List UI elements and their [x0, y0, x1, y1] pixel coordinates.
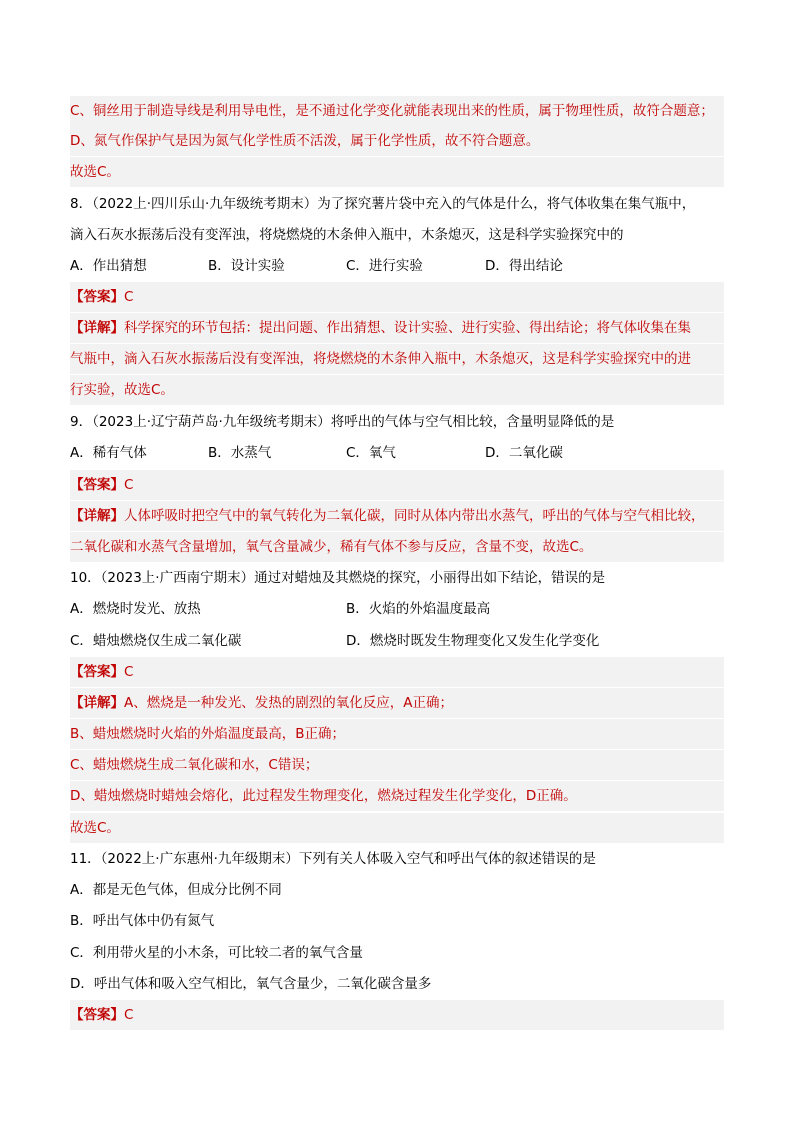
question-11-stem: 11．（2022上·广东惠州·九年级期末）下列有关人体吸入空气和呼出气体的叙述错误的是 [70, 851, 596, 867]
option-b: B．水蒸气 [208, 445, 272, 461]
answer-line [70, 470, 724, 500]
option-d: D．得出结论 [485, 258, 563, 274]
answer-line [70, 282, 724, 312]
option-c: C．进行实验 [346, 258, 423, 274]
detail-text: 科学探究的环节包括：提出问题、作出猜想、设计实验、进行实验、得出结论；将气体收集在集 [124, 320, 691, 336]
option-b: B．设计实验 [208, 258, 285, 274]
option-a: A．作出猜想 [70, 258, 147, 274]
detail-line: D、蜡烛燃烧时蜡烛会熔化，此过程发生物理变化，燃烧过程发生化学变化，D正确。 [70, 781, 724, 811]
question-8-stem-cont: 滴入石灰水振荡后没有变浑浊，将烧燃烧的木条伸入瓶中，木条熄灭，这是科学实验探究中的 [70, 227, 624, 243]
option-d: D．二氧化碳 [485, 445, 563, 461]
option-d: D．燃烧时既发生物理变化又发生化学变化 [346, 633, 600, 649]
answer-tag: 【答案】 [70, 664, 124, 680]
detail-text: 人体呼吸时把空气中的氧气转化为二氧化碳，同时从体内带出水蒸气，呼出的气体与空气相比较， [124, 508, 705, 524]
answer-value: C [124, 289, 134, 305]
question-8-options [70, 251, 724, 281]
option-c: C．利用带火星的小木条，可比较二者的氧气含量 [70, 945, 363, 961]
answer-tag: 【答案】 [70, 477, 124, 493]
answer-value: C [124, 664, 134, 680]
answer-value: C [124, 477, 134, 493]
detail-line: C、蜡烛燃烧生成二氧化碳和水，C错误； [70, 750, 724, 780]
explanation-line: D、氮气作保护气是因为氮气化学性质不活泼，属于化学性质，故不符合题意。 [70, 126, 724, 156]
answer-line [70, 1000, 724, 1030]
detail-line: 气瓶中，滴入石灰水振荡后没有变浑浊，将烧燃烧的木条伸入瓶中，木条熄灭，这是科学实验探究中的进 [70, 344, 724, 374]
answer-value: C [124, 1007, 134, 1023]
option-d: D．呼出气体和吸入空气相比，氧气含量少，二氧化碳含量多 [70, 976, 432, 992]
option-a: A．稀有气体 [70, 445, 147, 461]
option-a: A．都是无色气体，但成分比例不同 [70, 882, 282, 898]
option-a: A．燃烧时发光、放热 [70, 601, 201, 617]
explanation-line: C、铜丝用于制造导线是利用导电性，是不通过化学变化就能表现出来的性质，属于物理性质，故符合题意； [70, 96, 724, 126]
conclusion-line: 故选C。 [70, 813, 724, 843]
question-10-options-row2 [70, 626, 724, 656]
detail-line [70, 501, 724, 531]
detail-text: A、燃烧是一种发光、发热的剧烈的氧化反应，A正确； [124, 695, 453, 711]
question-9-options [70, 438, 724, 468]
option-b: B．火焰的外焰温度最高 [346, 601, 491, 617]
detail-line [70, 688, 724, 718]
answer-tag: 【答案】 [70, 1007, 124, 1023]
detail-line: 二氧化碳和水蒸气含量增加，氧气含量减少，稀有气体不参与反应，含量不变，故选C。 [70, 532, 724, 562]
question-9-stem: 9．（2023上·辽宁葫芦岛·九年级统考期末）将呼出的气体与空气相比较，含量明显降低的是 [70, 414, 615, 430]
option-b: B．呼出气体中仍有氮气 [70, 913, 215, 929]
question-10-stem: 10．（2023上·广西南宁期末）通过对蜡烛及其燃烧的探究，小丽得出如下结论，错误的是 [70, 570, 606, 586]
detail-line [70, 313, 724, 343]
option-c: C．氧气 [346, 445, 396, 461]
detail-line: B、蜡烛燃烧时火焰的外焰温度最高，B正确； [70, 719, 724, 749]
detail-tag: 【详解】 [70, 695, 124, 711]
answer-line [70, 657, 724, 687]
detail-line: 行实验，故选C。 [70, 375, 724, 405]
question-8-stem: 8．（2022上·四川乐山·九年级统考期末）为了探究薯片袋中充入的气体是什么，将气体收集在集气瓶中， [70, 196, 696, 212]
conclusion-line: 故选C。 [70, 157, 724, 187]
question-10-options-row1 [70, 594, 724, 624]
detail-tag: 【详解】 [70, 320, 124, 336]
answer-tag: 【答案】 [70, 289, 124, 305]
option-c: C．蜡烛燃烧仅生成二氧化碳 [70, 633, 242, 649]
detail-tag: 【详解】 [70, 508, 124, 524]
